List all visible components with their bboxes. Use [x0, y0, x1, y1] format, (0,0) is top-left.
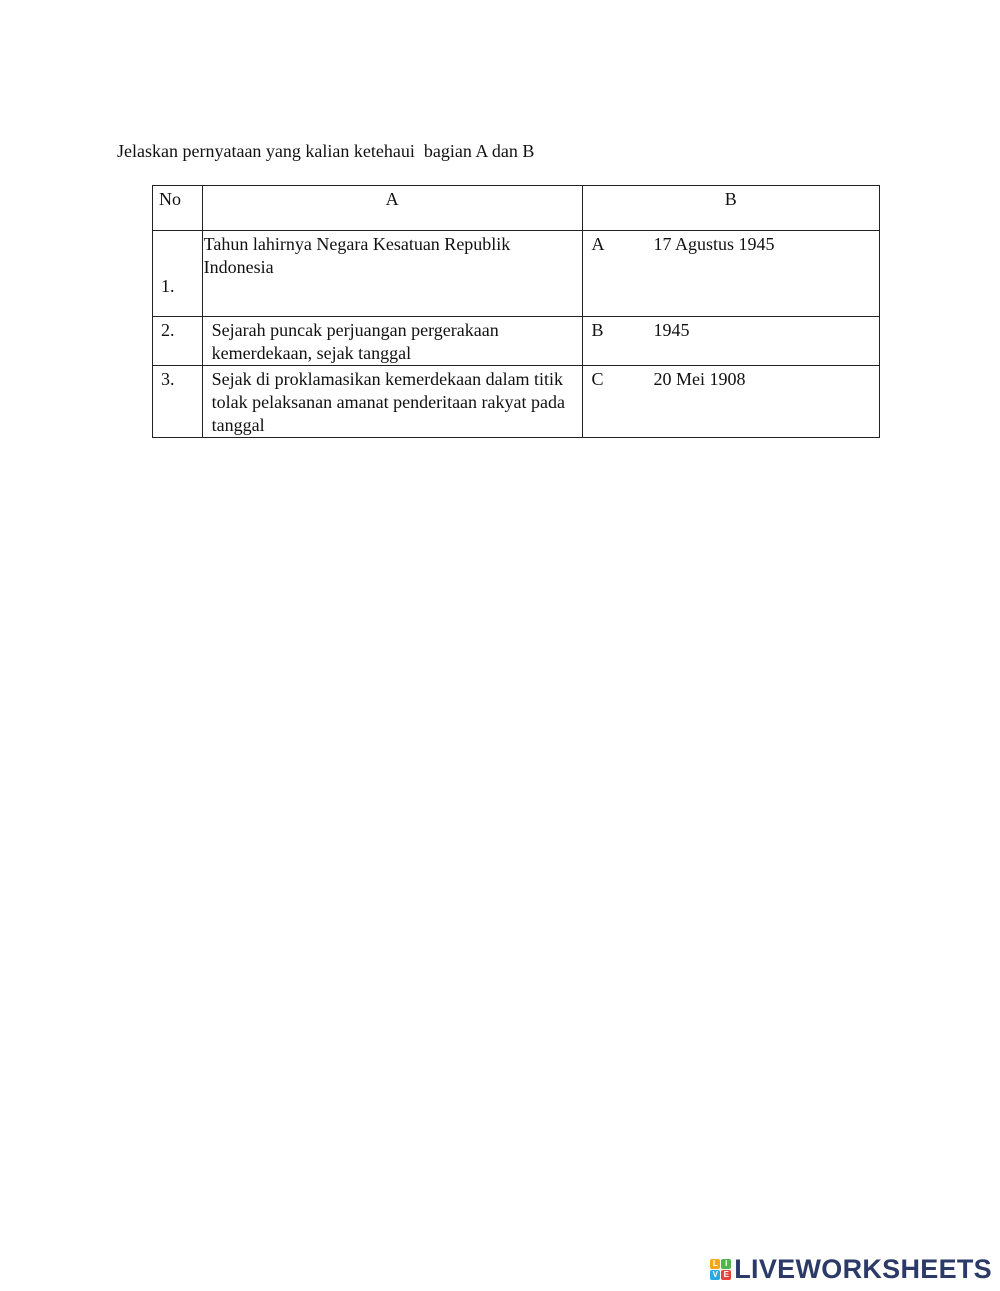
statement-cell [202, 366, 582, 438]
table-header-row [153, 186, 880, 231]
instruction-text: Jelaskan pernyataan yang kalian ketehaui bagian A dan B [117, 141, 535, 161]
logo-block-e: E [721, 1270, 731, 1280]
liveworksheets-logo [710, 1254, 992, 1284]
logo-wordmark: LIVEWORKSHEETS [734, 1253, 992, 1284]
header-b: B [582, 186, 879, 231]
answer-cell [582, 366, 879, 438]
answer-letter: B [591, 320, 604, 340]
logo-block-i: I [721, 1259, 731, 1269]
table-row [153, 366, 880, 438]
answer-cell [582, 317, 879, 366]
row-number: 1. [153, 231, 203, 317]
header-a: A [202, 186, 582, 231]
statement-cell [202, 231, 582, 317]
answer-value: 1945 [653, 320, 690, 340]
table-row [153, 317, 880, 366]
statement-text: Sejak di proklamasikan kemerdekaan dalam titik tolak pelaksanan amanat penderitaan rakyat pada tanggal [211, 369, 566, 435]
statement-cell [202, 317, 582, 366]
answer-letter: C [591, 369, 604, 389]
logo-block-v: V [710, 1270, 720, 1280]
table-row [153, 231, 880, 317]
answer-letter: A [591, 234, 605, 254]
matching-table [152, 185, 880, 438]
header-no: No [153, 186, 203, 231]
answer-value: 17 Agustus 1945 [653, 234, 775, 254]
row-number: 2. [153, 317, 203, 366]
statement-text: Tahun lahirnya Negara Kesatuan Republik Indonesia [203, 234, 511, 277]
live-blocks-icon [710, 1259, 731, 1280]
row-number: 3. [153, 366, 203, 438]
answer-cell [582, 231, 879, 317]
answer-value: 20 Mei 1908 [653, 369, 746, 389]
logo-block-l: L [710, 1259, 720, 1269]
statement-text: Sejarah puncak perjuangan pergerakaan kemerdekaan, sejak tanggal [211, 320, 499, 363]
